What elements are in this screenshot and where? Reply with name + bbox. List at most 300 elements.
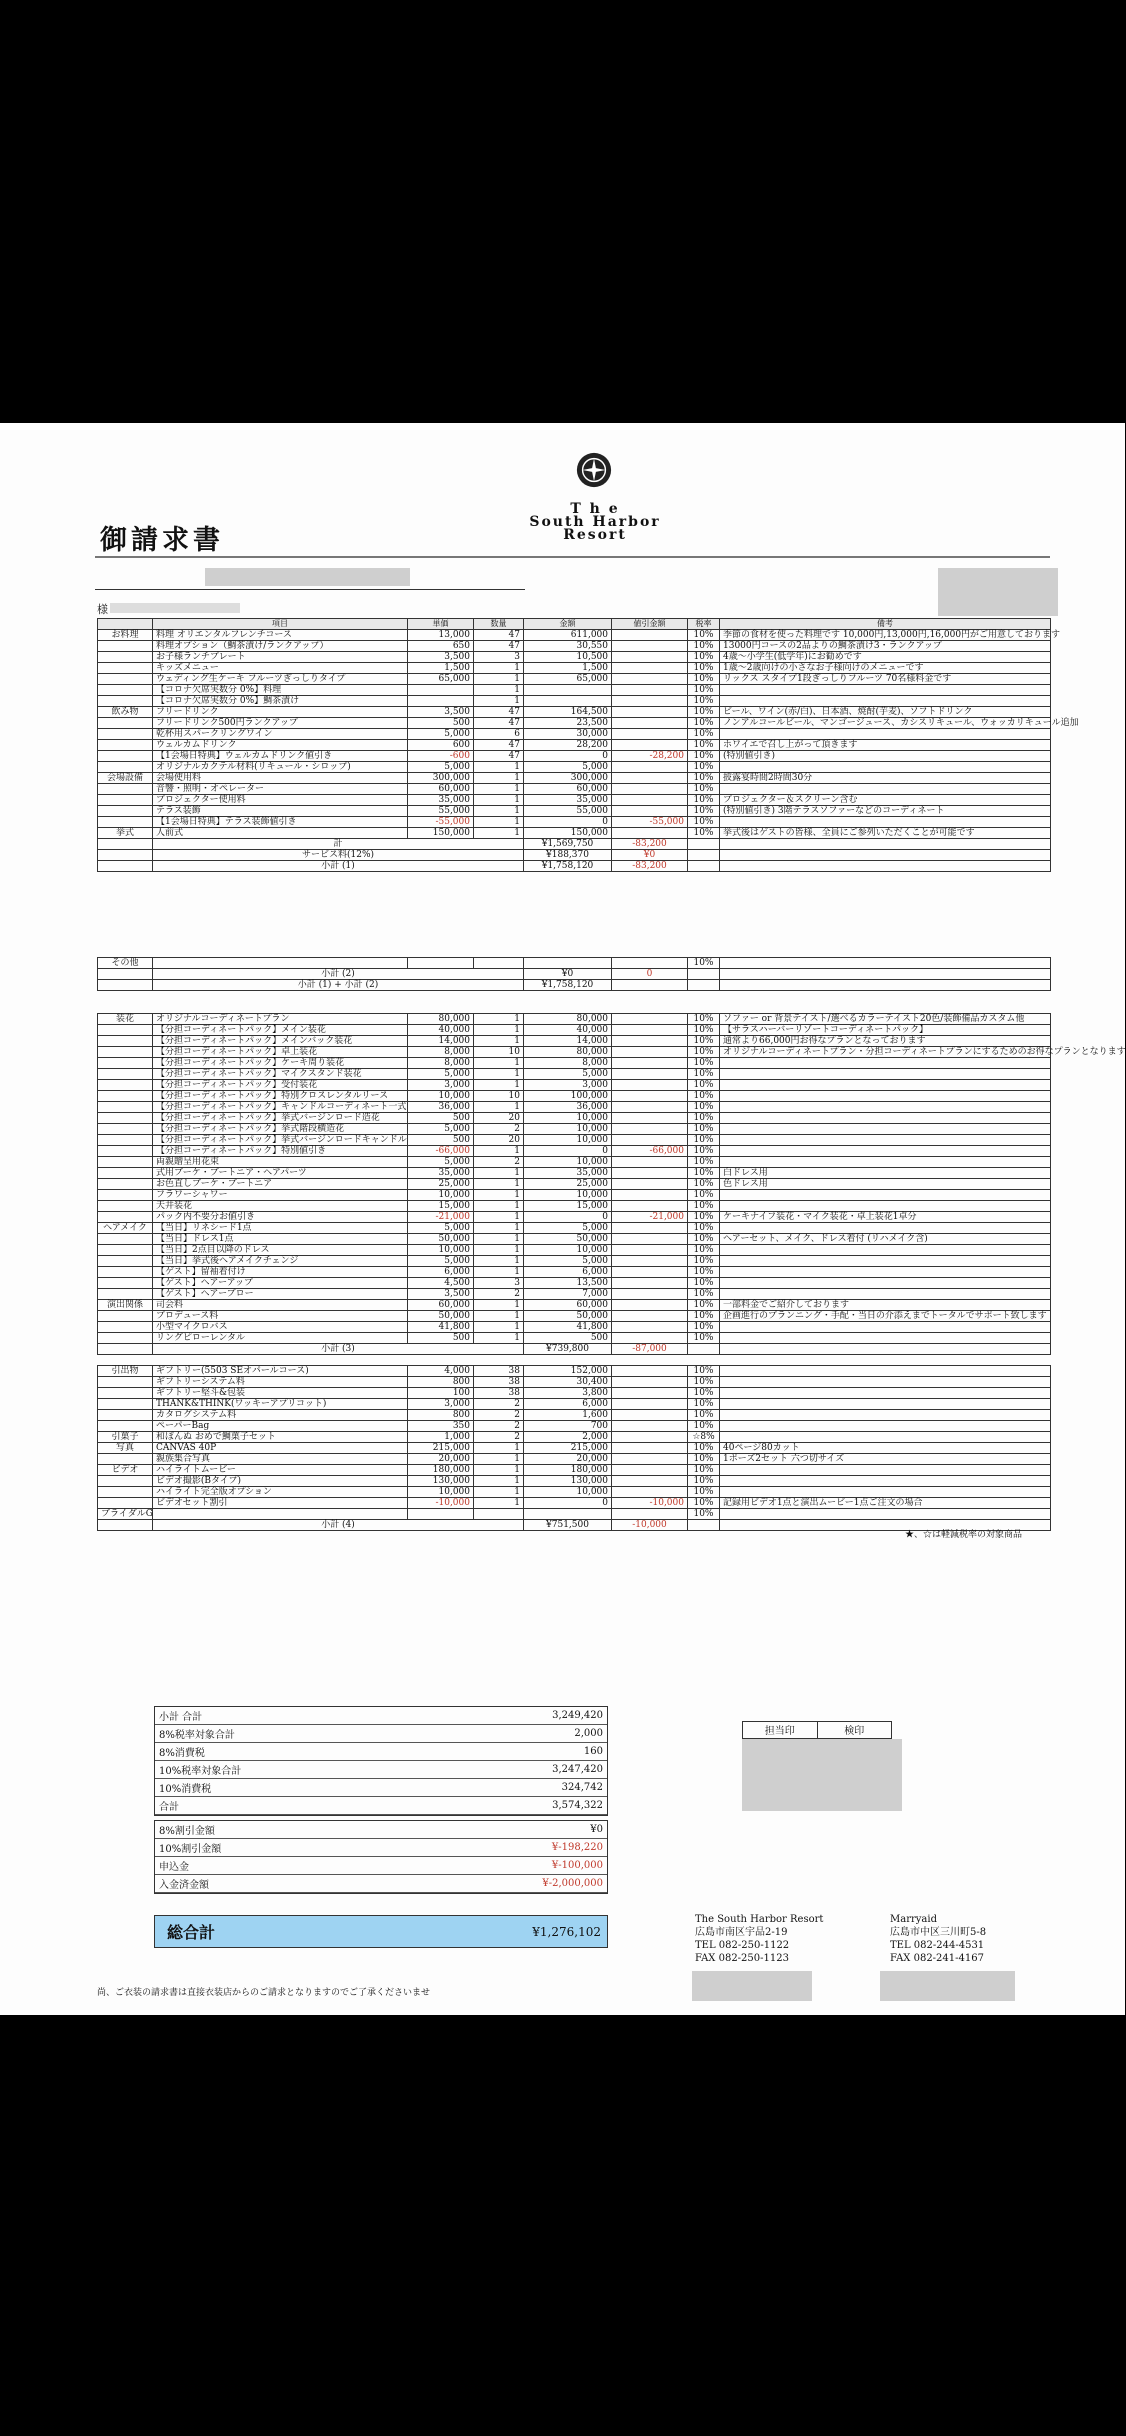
table-row bbox=[98, 1509, 1051, 1520]
tax-note: ★、☆は軽減税率の対象商品 bbox=[905, 1530, 1023, 1540]
tax-cell: 10% bbox=[688, 1476, 720, 1487]
price-cell: 65,000 bbox=[408, 674, 474, 685]
discount-cell bbox=[612, 1388, 688, 1399]
amount-cell: 14,000 bbox=[524, 1036, 612, 1047]
note-cell bbox=[720, 729, 1051, 740]
amount-cell: 500 bbox=[524, 1333, 612, 1344]
price-cell bbox=[408, 685, 474, 696]
qty-cell: 1 bbox=[474, 1311, 524, 1322]
amount-cell bbox=[524, 696, 612, 707]
item-cell: 司会料 bbox=[153, 1300, 408, 1311]
category-cell bbox=[98, 1333, 153, 1344]
tax-cell: 10% bbox=[688, 762, 720, 773]
category-cell bbox=[98, 1421, 153, 1432]
note-cell bbox=[720, 1509, 1051, 1520]
note-cell bbox=[720, 1322, 1051, 1333]
price-cell: 500 bbox=[408, 1333, 474, 1344]
category-cell: 引菓子 bbox=[98, 1432, 153, 1443]
amount-cell: 50,000 bbox=[524, 1311, 612, 1322]
category-cell bbox=[98, 1454, 153, 1465]
table-row bbox=[98, 1487, 1051, 1498]
address-fax: FAX 082-241-4167 bbox=[890, 1953, 984, 1964]
table-row bbox=[98, 1300, 1051, 1311]
price-cell: -10,000 bbox=[408, 1498, 474, 1509]
discount-cell bbox=[612, 1377, 688, 1388]
discount-cell bbox=[612, 1014, 688, 1025]
category-cell bbox=[98, 685, 153, 696]
brand-line-1: T h e bbox=[570, 501, 620, 517]
summary-value: ¥-198,220 bbox=[384, 1839, 607, 1857]
amount-cell: 60,000 bbox=[524, 784, 612, 795]
qty-cell: 2 bbox=[474, 1124, 524, 1135]
summary-value: 324,742 bbox=[428, 1779, 607, 1797]
table-row bbox=[98, 1069, 1051, 1080]
price-cell: 100 bbox=[408, 1388, 474, 1399]
price-cell: 5,000 bbox=[408, 1157, 474, 1168]
amount-cell: 10,000 bbox=[524, 1190, 612, 1201]
qty-cell: 1 bbox=[474, 674, 524, 685]
category-cell bbox=[98, 1069, 153, 1080]
tax-cell: 10% bbox=[688, 806, 720, 817]
note-cell bbox=[720, 1366, 1051, 1377]
price-cell: 3,500 bbox=[408, 652, 474, 663]
tax-cell: 10% bbox=[688, 1190, 720, 1201]
price-cell: 180,000 bbox=[408, 1465, 474, 1476]
discount-cell bbox=[612, 1179, 688, 1190]
tax-cell: 10% bbox=[688, 1333, 720, 1344]
tax-cell: 10% bbox=[688, 1311, 720, 1322]
table-row bbox=[98, 1201, 1051, 1212]
table-row bbox=[98, 663, 1051, 674]
amount-cell: 10,000 bbox=[524, 1487, 612, 1498]
qty-cell: 1 bbox=[474, 1025, 524, 1036]
item-cell: ウェルカムドリンク bbox=[153, 740, 408, 751]
category-cell bbox=[98, 1146, 153, 1157]
qty-cell: 1 bbox=[474, 1069, 524, 1080]
discount-cell bbox=[612, 795, 688, 806]
discount-cell bbox=[612, 1443, 688, 1454]
amount-cell: 611,000 bbox=[524, 630, 612, 641]
discount-cell bbox=[612, 784, 688, 795]
table-row bbox=[98, 729, 1051, 740]
discount-cell bbox=[612, 1124, 688, 1135]
note-cell bbox=[720, 1102, 1051, 1113]
note-cell bbox=[720, 1256, 1051, 1267]
qty-cell: 1 bbox=[474, 1487, 524, 1498]
amount-cell: 55,000 bbox=[524, 806, 612, 817]
table-row bbox=[98, 1102, 1051, 1113]
category-cell bbox=[98, 1245, 153, 1256]
amount-cell: 80,000 bbox=[524, 1047, 612, 1058]
amount-cell: 6,000 bbox=[524, 1267, 612, 1278]
discount-cell bbox=[612, 729, 688, 740]
note-cell: ケーキナイフ装花・マイク装花・卓上装花1卓分 bbox=[720, 1212, 1051, 1223]
note-cell: (特別値引き) 3階テラスソファーなどのコーディネート bbox=[720, 806, 1051, 817]
category-cell bbox=[98, 1102, 153, 1113]
note-cell bbox=[720, 1289, 1051, 1300]
category-cell bbox=[98, 718, 153, 729]
price-cell: 130,000 bbox=[408, 1476, 474, 1487]
item-cell: 料理 オリエンタルフレンチコース bbox=[153, 630, 408, 641]
table-row bbox=[98, 773, 1051, 784]
category-cell bbox=[98, 1179, 153, 1190]
discount-cell bbox=[612, 1223, 688, 1234]
empty-cell bbox=[720, 839, 1051, 850]
discount-cell bbox=[612, 1058, 688, 1069]
empty-cell bbox=[98, 839, 153, 850]
amount-cell: 35,000 bbox=[524, 1168, 612, 1179]
amount-cell: 1,500 bbox=[524, 663, 612, 674]
note-cell bbox=[720, 1465, 1051, 1476]
amount-cell: 30,400 bbox=[524, 1377, 612, 1388]
tax-cell: 10% bbox=[688, 1366, 720, 1377]
category-cell bbox=[98, 1289, 153, 1300]
amount-cell: 2,000 bbox=[524, 1432, 612, 1443]
item-cell: 親族集合写真 bbox=[153, 1454, 408, 1465]
summary-row bbox=[155, 1743, 607, 1761]
subtotal-label: サービス料(12%) bbox=[153, 850, 524, 861]
price-cell: 41,800 bbox=[408, 1322, 474, 1333]
amount-cell: 41,800 bbox=[524, 1322, 612, 1333]
table-row bbox=[98, 1311, 1051, 1322]
tax-cell: 10% bbox=[688, 740, 720, 751]
item-cell: 【コロナ欠席実数分 0%】料理 bbox=[153, 685, 408, 696]
discount-cell bbox=[612, 1069, 688, 1080]
discount-cell bbox=[612, 1311, 688, 1322]
qty-cell: 1 bbox=[474, 696, 524, 707]
table-row bbox=[98, 1135, 1051, 1146]
note-cell: 13000円コースの2品よりの鯛茶漬け3・ランクアップ bbox=[720, 641, 1051, 652]
category-cell bbox=[98, 696, 153, 707]
price-cell: -55,000 bbox=[408, 817, 474, 828]
category-cell bbox=[98, 1124, 153, 1135]
tax-cell: 10% bbox=[688, 1509, 720, 1520]
item-cell: ギフトリーシステム料 bbox=[153, 1377, 408, 1388]
item-cell: 式用ブーケ・ブートニア・ヘアパーツ bbox=[153, 1168, 408, 1179]
item-cell: テラス装飾 bbox=[153, 806, 408, 817]
stamp-staff: 担当印 bbox=[743, 1722, 818, 1738]
qty-cell: 2 bbox=[474, 1157, 524, 1168]
amount-cell: 50,000 bbox=[524, 1234, 612, 1245]
note-cell bbox=[720, 1223, 1051, 1234]
amount-cell: 25,000 bbox=[524, 1179, 612, 1190]
table-row bbox=[98, 762, 1051, 773]
table-row bbox=[98, 1443, 1051, 1454]
subtotal-amount: ¥751,500 bbox=[524, 1520, 612, 1531]
item-cell bbox=[153, 1509, 408, 1520]
discount-cell: -10,000 bbox=[612, 1498, 688, 1509]
subtotal-amount: ¥739,800 bbox=[524, 1344, 612, 1355]
summary-row bbox=[155, 1779, 607, 1797]
summary-label: 10%割引金額 bbox=[155, 1839, 384, 1857]
subtotal-label: 小計 (4) bbox=[153, 1520, 524, 1531]
tax-cell: 10% bbox=[688, 1300, 720, 1311]
discount-cell bbox=[612, 685, 688, 696]
item-cell: 【分担コーディネートパック】特別クロスレンタルリース bbox=[153, 1091, 408, 1102]
item-cell: 和ぽんぬ おめで鯛菓子セット bbox=[153, 1432, 408, 1443]
price-cell: 3,000 bbox=[408, 1080, 474, 1091]
tax-cell: 10% bbox=[688, 1124, 720, 1135]
empty-cell bbox=[720, 861, 1051, 872]
address-name: The South Harbor Resort bbox=[695, 1914, 824, 1925]
note-cell: リックス スタイプ1段ぎっしりフルーツ 70名様料金です bbox=[720, 674, 1051, 685]
category-cell bbox=[98, 1212, 153, 1223]
tax-cell: 10% bbox=[688, 1069, 720, 1080]
tax-cell: 10% bbox=[688, 718, 720, 729]
note-cell bbox=[720, 1245, 1051, 1256]
item-cell: 【1会場日特典】ウェルカムドリンク値引き bbox=[153, 751, 408, 762]
total-row bbox=[98, 839, 1051, 850]
address-fax: FAX 082-250-1123 bbox=[695, 1953, 789, 1964]
note-cell bbox=[720, 1388, 1051, 1399]
amount-cell: 0 bbox=[524, 1212, 612, 1223]
note-cell: 1歳～2歳向けの小さなお子様向けのメニューです bbox=[720, 663, 1051, 674]
table-row bbox=[98, 1157, 1051, 1168]
discount-cell bbox=[612, 641, 688, 652]
table-row bbox=[98, 1014, 1051, 1025]
price-cell: 35,000 bbox=[408, 795, 474, 806]
item-cell: 天井装花 bbox=[153, 1201, 408, 1212]
qty-cell: 1 bbox=[474, 685, 524, 696]
qty-cell: 2 bbox=[474, 1421, 524, 1432]
price-cell: 8,000 bbox=[408, 1058, 474, 1069]
note-cell bbox=[720, 762, 1051, 773]
price-cell: 4,000 bbox=[408, 1366, 474, 1377]
qty-cell: 1 bbox=[474, 1234, 524, 1245]
qty-cell: 1 bbox=[474, 795, 524, 806]
subtotal-discount: 0 bbox=[612, 969, 688, 980]
note-cell bbox=[720, 1487, 1051, 1498]
table-row bbox=[98, 1498, 1051, 1509]
price-cell: 14,000 bbox=[408, 1036, 474, 1047]
table-row bbox=[98, 751, 1051, 762]
item-cell: 【分担コーディネートパック】ケーキ周り装花 bbox=[153, 1058, 408, 1069]
qty-cell: 47 bbox=[474, 630, 524, 641]
category-cell bbox=[98, 1091, 153, 1102]
category-cell: ビデオ bbox=[98, 1465, 153, 1476]
table-row bbox=[98, 1036, 1051, 1047]
summary-row bbox=[155, 1761, 607, 1779]
price-cell: 13,000 bbox=[408, 630, 474, 641]
amount-cell: 0 bbox=[524, 817, 612, 828]
tax-cell: 10% bbox=[688, 1388, 720, 1399]
discount-cell bbox=[612, 1300, 688, 1311]
amount-cell: 180,000 bbox=[524, 1465, 612, 1476]
tax-cell: 10% bbox=[688, 1454, 720, 1465]
summary-label: 合計 bbox=[155, 1797, 428, 1815]
amount-cell: 60,000 bbox=[524, 1300, 612, 1311]
table-row bbox=[98, 674, 1051, 685]
discount-cell bbox=[612, 1289, 688, 1300]
category-cell bbox=[98, 784, 153, 795]
subtotal-1-2-row bbox=[98, 980, 1051, 991]
table-row bbox=[98, 1377, 1051, 1388]
note-cell: 一部料金でご紹介しております bbox=[720, 1300, 1051, 1311]
tax-cell: 10% bbox=[688, 1146, 720, 1157]
table-row bbox=[98, 1465, 1051, 1476]
brand-line-2: South Harbor bbox=[529, 514, 661, 530]
qty-cell: 1 bbox=[474, 1498, 524, 1509]
discount-cell bbox=[612, 663, 688, 674]
tax-cell: 10% bbox=[688, 707, 720, 718]
category-cell bbox=[98, 674, 153, 685]
discount-cell bbox=[612, 828, 688, 839]
qty-cell: 1 bbox=[474, 663, 524, 674]
subtotal-label: 計 bbox=[153, 839, 524, 850]
discount-cell bbox=[612, 1399, 688, 1410]
qty-cell: 1 bbox=[474, 1146, 524, 1157]
redacted-footer-2 bbox=[880, 1971, 1015, 2001]
item-cell: 【分担コーディネートパック】受付装花 bbox=[153, 1080, 408, 1091]
amount-cell: 23,500 bbox=[524, 718, 612, 729]
amount-cell: 5,000 bbox=[524, 762, 612, 773]
item-cell: 乾杯用スパークリングワイン bbox=[153, 729, 408, 740]
item-cell: 音響・照明・オペレーター bbox=[153, 784, 408, 795]
price-cell: 55,000 bbox=[408, 806, 474, 817]
price-cell bbox=[408, 696, 474, 707]
category-cell bbox=[98, 1025, 153, 1036]
discount-cell bbox=[612, 718, 688, 729]
item-cell: 【当日】2点目以降のドレス bbox=[153, 1245, 408, 1256]
price-cell: 60,000 bbox=[408, 784, 474, 795]
tax-cell: 10% bbox=[688, 1465, 720, 1476]
discount-cell bbox=[612, 806, 688, 817]
item-cell: ビデオセット割引 bbox=[153, 1498, 408, 1509]
qty-cell: 20 bbox=[474, 1135, 524, 1146]
table-row bbox=[98, 1047, 1051, 1058]
tax-cell: 10% bbox=[688, 1223, 720, 1234]
amount-cell: 35,000 bbox=[524, 795, 612, 806]
item-cell: THANK&THINK(ワッキーアプリコット) bbox=[153, 1399, 408, 1410]
table-row bbox=[98, 806, 1051, 817]
summary-value: 3,247,420 bbox=[428, 1761, 607, 1779]
note-cell: ノンアルコールビール、マンゴージュース、カシスリキュール、ウォッカリキュール追加 bbox=[720, 718, 1051, 729]
qty-cell: 3 bbox=[474, 652, 524, 663]
summary-row bbox=[155, 1857, 607, 1875]
discount-cell bbox=[612, 1432, 688, 1443]
tax-cell: 10% bbox=[688, 1278, 720, 1289]
qty-cell: 1 bbox=[474, 828, 524, 839]
category-cell: 会場設備 bbox=[98, 773, 153, 784]
tax-cell: 10% bbox=[688, 1487, 720, 1498]
discount-cell bbox=[612, 1333, 688, 1344]
item-cell: ビデオ撮影(Bタイプ) bbox=[153, 1476, 408, 1487]
category-cell: 演出関係 bbox=[98, 1300, 153, 1311]
price-cell: 25,000 bbox=[408, 1179, 474, 1190]
category-cell bbox=[98, 1267, 153, 1278]
category-cell bbox=[98, 1135, 153, 1146]
tax-cell: 10% bbox=[688, 1410, 720, 1421]
tax-cell: 10% bbox=[688, 1113, 720, 1124]
amount-cell: 5,000 bbox=[524, 1256, 612, 1267]
amount-cell: 1,600 bbox=[524, 1410, 612, 1421]
tax-cell: 10% bbox=[688, 1047, 720, 1058]
item-cell: ウェディング生ケーキ フルーツぎっしりタイプ bbox=[153, 674, 408, 685]
item-cell: 【分担コーディネートパック】挙式バージンロード造花 bbox=[153, 1113, 408, 1124]
summary-label: 小計 合計 bbox=[155, 1707, 428, 1725]
category-cell: ブライダルG bbox=[98, 1509, 153, 1520]
address-street: 広島市中区三川町5-8 bbox=[890, 1927, 987, 1938]
category-cell bbox=[98, 762, 153, 773]
item-cell: 小型マイクロバス bbox=[153, 1322, 408, 1333]
item-cell: 【当日】挙式後ヘアメイクチェンジ bbox=[153, 1256, 408, 1267]
item-cell: 【コロナ欠席実数分 0%】鯛茶漬け bbox=[153, 696, 408, 707]
table-row bbox=[98, 740, 1051, 751]
note-cell bbox=[720, 1146, 1051, 1157]
item-cell: 【分担コーディネートパック】メイン装花 bbox=[153, 1025, 408, 1036]
qty-cell: 2 bbox=[474, 1399, 524, 1410]
qty-cell: 1 bbox=[474, 773, 524, 784]
summary-value: ¥-2,000,000 bbox=[384, 1875, 607, 1893]
category-cell bbox=[98, 1201, 153, 1212]
item-cell: フラワーシャワー bbox=[153, 1190, 408, 1201]
amount-cell: 80,000 bbox=[524, 1014, 612, 1025]
discount-cell bbox=[612, 1036, 688, 1047]
category-cell bbox=[98, 1234, 153, 1245]
tax-cell: 10% bbox=[688, 652, 720, 663]
discount-cell bbox=[612, 1168, 688, 1179]
tax-cell: 10% bbox=[688, 1322, 720, 1333]
amount-cell: 28,200 bbox=[524, 740, 612, 751]
amount-cell: 5,000 bbox=[524, 1069, 612, 1080]
note-cell bbox=[720, 817, 1051, 828]
resort-logo-icon bbox=[575, 451, 613, 489]
note-cell: オリジナルコーディネートプラン・分担コーディネートプランにするためのお得なプランとなります bbox=[720, 1047, 1051, 1058]
subtotal-2-row bbox=[98, 969, 1051, 980]
note-cell: 季節の食材を使った料理です 10,000円,13,000円,16,000円がご用意しております bbox=[720, 630, 1051, 641]
price-cell: 50,000 bbox=[408, 1234, 474, 1245]
table-row bbox=[98, 1267, 1051, 1278]
tax-cell: 10% bbox=[688, 1399, 720, 1410]
item-cell: 料理オプション（鯛茶漬け/ランクアップ） bbox=[153, 641, 408, 652]
summary-row bbox=[155, 1797, 607, 1815]
note-cell: (特別値引き) bbox=[720, 751, 1051, 762]
item-cell: パック内不要分お値引き bbox=[153, 1212, 408, 1223]
category-cell bbox=[98, 795, 153, 806]
address-name: Marryaid bbox=[890, 1914, 937, 1925]
tax-cell: 10% bbox=[688, 1036, 720, 1047]
qty-cell: 1 bbox=[474, 1212, 524, 1223]
discount-cell bbox=[612, 1157, 688, 1168]
item-cell: リングピローレンタル bbox=[153, 1333, 408, 1344]
amount-cell: 3,800 bbox=[524, 1388, 612, 1399]
note-cell: 1ポーズ2セット 六つ切サイズ bbox=[720, 1454, 1051, 1465]
page-title: 御請求書 bbox=[100, 525, 224, 556]
tax-cell: 10% bbox=[688, 696, 720, 707]
summary-label: 8%税率対象合計 bbox=[155, 1725, 428, 1743]
qty-cell: 38 bbox=[474, 1388, 524, 1399]
price-cell: 5,000 bbox=[408, 762, 474, 773]
category-cell: 引出物 bbox=[98, 1366, 153, 1377]
tax-cell: 10% bbox=[688, 630, 720, 641]
address-tel: TEL 082-250-1122 bbox=[695, 1940, 790, 1951]
summary-label: 8%消費税 bbox=[155, 1743, 428, 1761]
amount-cell: 10,000 bbox=[524, 1124, 612, 1135]
price-cell: 500 bbox=[408, 1135, 474, 1146]
recipient-suffix bbox=[97, 601, 108, 617]
qty-cell: 1 bbox=[474, 1014, 524, 1025]
note-cell bbox=[720, 784, 1051, 795]
item-cell: 人前式 bbox=[153, 828, 408, 839]
address-resort bbox=[695, 1913, 823, 1965]
category-cell bbox=[98, 1047, 153, 1058]
item-cell: プロジェクター使用料 bbox=[153, 795, 408, 806]
discount-cell bbox=[612, 630, 688, 641]
table-row bbox=[98, 1091, 1051, 1102]
amount-cell: 30,000 bbox=[524, 729, 612, 740]
discount-cell bbox=[612, 1421, 688, 1432]
discount-cell bbox=[612, 1201, 688, 1212]
